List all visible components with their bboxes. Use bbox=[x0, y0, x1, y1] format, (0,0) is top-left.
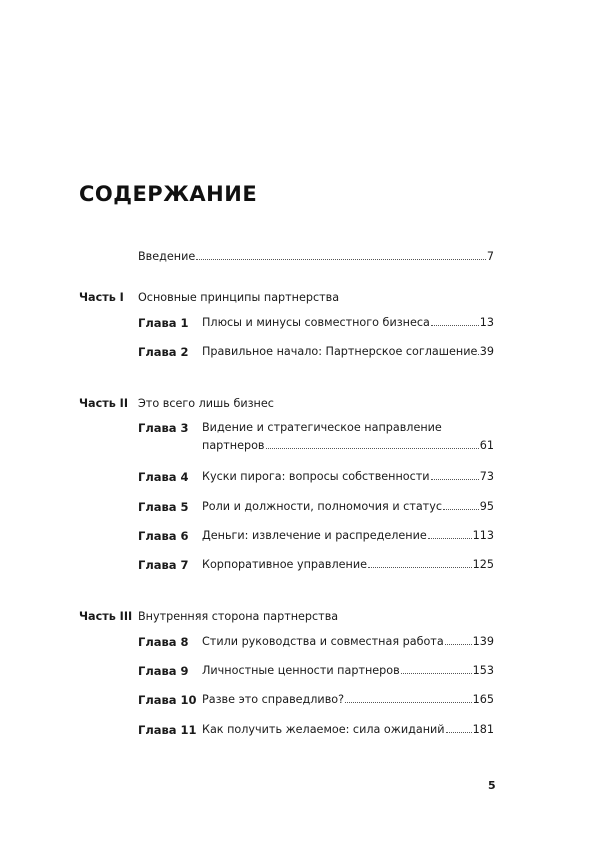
entry-title: Разве это справедливо? bbox=[202, 693, 345, 706]
chapter-label: Глава 5 bbox=[138, 500, 189, 514]
chapter-label: Глава 9 bbox=[138, 664, 189, 678]
toc-entry[interactable] bbox=[202, 345, 494, 358]
entry-page: 125 bbox=[472, 558, 494, 571]
entry-title: партнеров bbox=[202, 439, 265, 452]
entry-page: 73 bbox=[479, 470, 494, 483]
toc-entry[interactable] bbox=[202, 664, 494, 677]
toc-entry-intro[interactable] bbox=[138, 250, 494, 263]
dot-leader bbox=[445, 643, 472, 645]
entry-page: 153 bbox=[472, 664, 494, 677]
page-number: 5 bbox=[488, 779, 496, 792]
toc-entry[interactable] bbox=[202, 316, 494, 329]
dot-leader bbox=[443, 508, 479, 510]
chapter-label: Глава 3 bbox=[138, 421, 189, 435]
dot-leader bbox=[431, 478, 479, 480]
toc-entry[interactable] bbox=[202, 693, 494, 706]
entry-title: Корпоративное управление bbox=[202, 558, 367, 571]
dot-leader bbox=[401, 672, 472, 674]
entry-page: 39 bbox=[479, 345, 494, 358]
toc-entry[interactable] bbox=[202, 635, 494, 648]
chapter-label: Глава 8 bbox=[138, 635, 189, 649]
dot-leader bbox=[196, 258, 486, 260]
dot-leader bbox=[345, 701, 472, 703]
toc-entry[interactable] bbox=[202, 500, 494, 513]
entry-page: 13 bbox=[479, 316, 494, 329]
entry-title: Куски пирога: вопросы собственности bbox=[202, 470, 430, 483]
entry-title: Как получить желаемое: сила ожиданий bbox=[202, 723, 445, 736]
toc-entry[interactable] bbox=[202, 529, 494, 542]
dot-leader bbox=[428, 537, 472, 539]
entry-title: Плюсы и минусы совместного бизнеса bbox=[202, 316, 430, 329]
entry-title: Введение bbox=[138, 250, 196, 263]
entry-page: 7 bbox=[486, 250, 494, 263]
toc-entry[interactable] bbox=[202, 470, 494, 483]
chapter-label: Глава 7 bbox=[138, 558, 189, 572]
entry-page: 181 bbox=[472, 723, 494, 736]
dot-leader bbox=[446, 731, 472, 733]
dot-leader bbox=[266, 447, 479, 449]
toc-entry[interactable] bbox=[202, 723, 494, 736]
toc-entry[interactable] bbox=[202, 558, 494, 571]
chapter-label: Глава 6 bbox=[138, 529, 189, 543]
entry-page: 113 bbox=[472, 529, 494, 542]
toc-entry[interactable] bbox=[202, 439, 494, 452]
entry-page: 95 bbox=[479, 500, 494, 513]
part-label: Часть I bbox=[79, 291, 124, 304]
chapter-label: Глава 2 bbox=[138, 345, 189, 359]
chapter-label: Глава 1 bbox=[138, 316, 189, 330]
entry-title: Деньги: извлечение и распределение bbox=[202, 529, 427, 542]
entry-page: 165 bbox=[472, 693, 494, 706]
part-label: Часть II bbox=[79, 397, 128, 410]
chapter-label: Глава 4 bbox=[138, 470, 189, 484]
entry-page: 61 bbox=[479, 439, 494, 452]
entry-title: Стили руководства и совместная работа bbox=[202, 635, 444, 648]
entry-title: Личностные ценности партнеров bbox=[202, 664, 400, 677]
part-label: Часть III bbox=[79, 610, 133, 623]
chapter-label: Глава 10 bbox=[138, 693, 197, 707]
chapter-label: Глава 11 bbox=[138, 723, 197, 737]
dot-leader bbox=[368, 566, 472, 568]
entry-title-line1[interactable]: Видение и стратегическое направление bbox=[202, 421, 442, 434]
entry-title: Роли и должности, полномочия и статус bbox=[202, 500, 442, 513]
part-title: Основные принципы партнерства bbox=[138, 291, 340, 304]
part-title: Это всего лишь бизнес bbox=[138, 397, 274, 410]
entry-page: 139 bbox=[472, 635, 494, 648]
entry-title: Правильное начало: Партнерское соглашение bbox=[202, 345, 478, 358]
page-title: СОДЕРЖАНИЕ bbox=[79, 182, 258, 206]
dot-leader bbox=[431, 324, 479, 326]
part-title: Внутренняя сторона партнерства bbox=[138, 610, 339, 623]
